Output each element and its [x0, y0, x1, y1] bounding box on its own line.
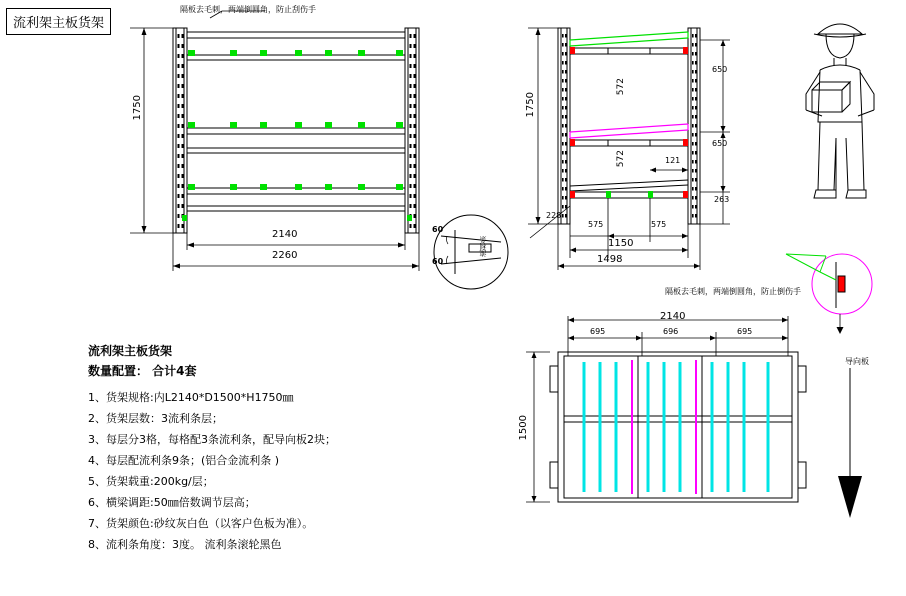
- person-figure: [790, 10, 900, 230]
- title-box: 流利架主板货架: [6, 8, 111, 35]
- side-view-front-offset: 228: [546, 211, 562, 220]
- side-view-seg-2: 575: [651, 220, 667, 229]
- spec-qty: 数量配置： 合计4套: [88, 364, 197, 378]
- side-view-depth-inner: 1150: [608, 238, 634, 249]
- side-view-seg-1: 575: [588, 220, 604, 229]
- spec-heading: 流利架主板货架: [88, 344, 173, 358]
- front-view-inner-width-label: 2140: [272, 229, 298, 240]
- top-view-total-width: 2140: [660, 311, 686, 322]
- top-view-seg-1: 695: [590, 327, 606, 336]
- side-view-gap-1: 650: [712, 65, 728, 74]
- spec-line-5: 5、货架载重:200kg/层；: [88, 475, 214, 488]
- side-view-height-label: 1750: [525, 92, 536, 118]
- spec-line-8: 8、流利条角度：3度。 流利条滚轮黑色: [88, 538, 282, 551]
- spec-line-6: 6、横梁调距:50㎜倍数调节层高；: [88, 496, 256, 509]
- direction-arrow-icon: [830, 368, 870, 523]
- side-view-bottom-offset: 263: [714, 195, 730, 204]
- spec-line-7: 7、货架颜色:砂纹灰白色（以客户色板为准）。: [88, 517, 314, 530]
- side-view-depth-outer: 1498: [597, 254, 623, 265]
- side-view-depth-1: 572: [616, 78, 626, 96]
- top-view: [520, 310, 830, 535]
- front-view-outer-width-label: 2260: [272, 250, 298, 261]
- spec-line-4: 4、每层配流利条9条；(铝合金流利条 ): [88, 454, 280, 467]
- side-view-gap-2: 650: [712, 139, 728, 148]
- top-view-seg-3: 695: [737, 327, 753, 336]
- spec-line-3: 3、每层分3格，每格配3条流利条，配导向板2块；: [88, 433, 336, 446]
- spec-block: [88, 342, 336, 554]
- side-view-depth-2: 572: [616, 150, 626, 168]
- top-view-seg-2: 696: [663, 327, 679, 336]
- top-view-depth-label: 1500: [518, 415, 529, 441]
- mid-note-text: 隔板去毛刺，两端倒圆角，防止倒伤手: [665, 287, 801, 296]
- guide-plate-label: 导向板: [845, 357, 869, 366]
- spec-line-1: 1、货架规格:内L2140*D1500*H1750㎜: [88, 391, 294, 404]
- detail-circle-label: 流利条: [479, 236, 487, 257]
- side-view-small-dim: 121: [665, 156, 681, 165]
- detail-angle-top: 60: [432, 225, 444, 234]
- top-note-text: 隔板去毛刺，两端倒圆角，防止刮伤手: [180, 5, 316, 14]
- spec-line-2: 2、货架层数：3流利条层；: [88, 412, 223, 425]
- front-view-height-label: 1750: [132, 95, 143, 121]
- detail-angle-bottom: 60: [432, 257, 444, 266]
